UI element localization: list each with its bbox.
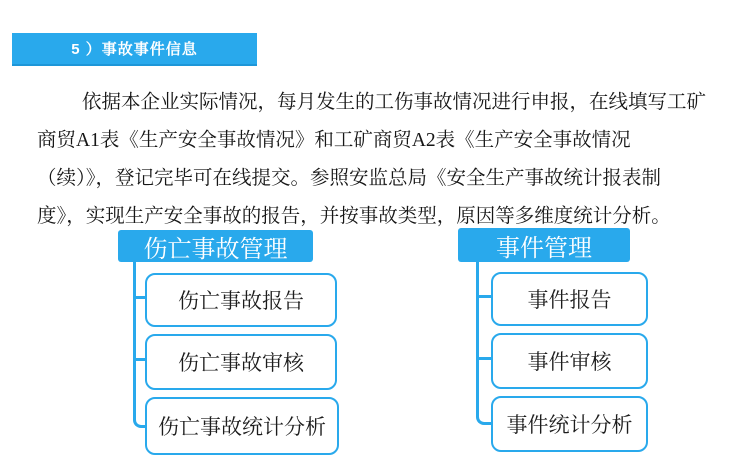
event-review-node: 事件审核 bbox=[491, 333, 648, 389]
paragraph-line: 依据本企业实际情况，每月发生的工伤事故情况进行申报，在线填写工矿 bbox=[82, 92, 707, 113]
event-statistics-node: 事件统计分析 bbox=[491, 396, 648, 452]
event-management-header: 事件管理 bbox=[458, 228, 630, 262]
tree-left-branch-line bbox=[134, 358, 145, 361]
paragraph-line: （续）》，登记完毕可在线提交。参照安监总局《安全生产事故统计报表制 bbox=[37, 168, 662, 189]
tree-left-branch-line bbox=[134, 296, 145, 299]
event-report-node: 事件报告 bbox=[491, 272, 648, 326]
paragraph-line: 商贸A1表《生产安全事故情况》和工矿商贸A2表《生产安全事故情况 bbox=[37, 130, 631, 151]
tree-right-branch-line bbox=[477, 357, 491, 360]
tree-right-branch-line bbox=[477, 295, 491, 298]
injury-accident-report-node: 伤亡事故报告 bbox=[145, 273, 337, 327]
body-paragraph bbox=[37, 84, 737, 236]
section-title-badge bbox=[12, 33, 257, 66]
injury-accident-management-header: 伤亡事故管理 bbox=[118, 230, 313, 262]
section-title: 5 ）事故事件信息 bbox=[71, 41, 198, 58]
injury-accident-statistics-node: 伤亡事故统计分析 bbox=[145, 397, 339, 455]
injury-accident-review-node: 伤亡事故审核 bbox=[145, 334, 337, 390]
paragraph-line: 度》，实现生产安全事故的报告，并按事故类型，原因等多维度统计分析。 bbox=[37, 206, 671, 227]
